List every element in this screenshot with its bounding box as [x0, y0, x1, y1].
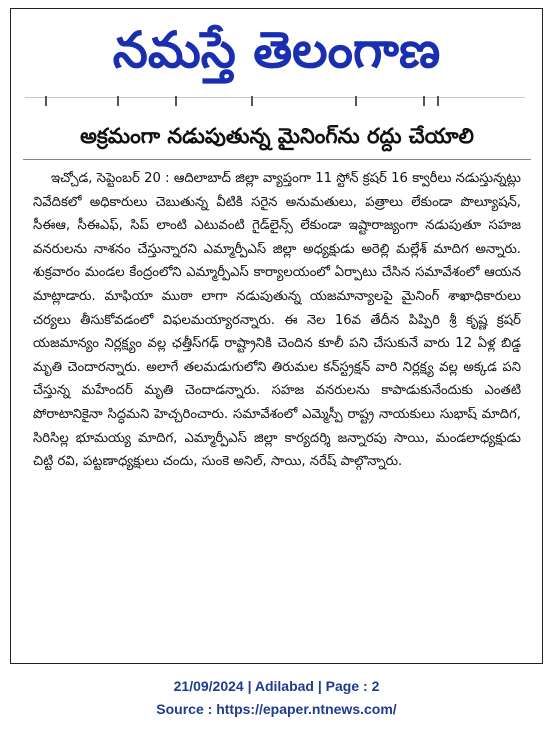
article-body: [33, 167, 521, 474]
clipping-info: 21/09/2024 | Adilabad | Page : 2: [173, 678, 380, 694]
article-paragraph: ఇచ్చోడ, సెప్టెంబర్ 20 : ఆదిలాబాద్ జిల్లా వ్యాప్తంగా 11 స్టోన్ క్రషర్ 16 క్వారీలు నడుస్తున్నట్లు నివేదికలో అధికారులు చెబుతున్న వీటికి సరైన అనుమతులు, పత్రాలు లేకుండా పొల్యూషన్, సీఈఆ, సీఈఎఫ్, సిప్ లాంటి ఎటువంటి గైడ్‌లైన్స్ లేకుండా ఇష్టారాజ్యంగా నడుపుతూ సహజ వనరులను నాశనం చేస్తున్నారని ఎమ్మార్పీఎస్ జిల్లా అధ్యక్షుడు అరెల్లి మల్లేశ్ మాదిగ అన్నారు. శుక్రవారం మండల కేంద్రంలోని ఎమ్మార్పీఎస్ కార్యాలయంలో ఏర్పాటు చేసిన సమావేశంలో ఆయన మాట్లాడారు. మాఫియా ముఠా లాగా నడుపుతున్న యజమాన్యాలపై మైనింగ్ శాఖాధికారులు చర్యలు తీసుకోవడంలో విఫలమయ్యారన్నారు. ఈ నెల 16వ తేదీన పిప్పిరి శ్రీ కృష్ణ క్రషర్ యజమాన్యం నిర్లక్ష్యం వల్ల ఛత్తీస్‌గఢ్ రాష్ట్రానికి చెందిన కూలీ పని చేసుకునే వారు 12 ఏళ్ల బిడ్డ మృతి చెందారన్నారు. అలాగే తలమడుగులోని తిరుమల కన్‌స్ట్రక్షన్ వారి నిర్లక్ష్య వల్ల అక్కడ పని చేస్తున్న మహేందర్ మృతి చెందాడన్నారు. సహజ వనరులను కాపాడుకునేందుకు ఎంతటి పోరాటానికైనా సిద్ధమని హెచ్చరించారు. సమావేశంలో ఎమ్మెస్పీ రాష్ట్ర నాయకులు సుభాష్ మాదిగ, సిరిసిల్ల భూమయ్య మాదిగ, ఎమ్మార్పీఎస్ జిల్లా కార్యదర్శి జన్నారపు సాయి, మండలాధ్యక్షుడు చిట్టి రవి, పట్టణాధ్యక్షులు చందు, సుంకె అనిల్, సాయి, నరేష్ పాల్గొన్నారు.: [33, 171, 521, 470]
article-headline: అక్రమంగా నడుపుతున్న మైనింగ్‌ను రద్దు చేయాలి: [80, 124, 474, 148]
headline-divider: [23, 159, 531, 160]
newspaper-masthead: నమస్తే తెలంగాణ: [112, 21, 441, 79]
source-link[interactable]: Source : https://epaper.ntnews.com/: [156, 701, 397, 717]
cropped-text-remnant: [25, 97, 525, 110]
clipping-frame: [10, 8, 543, 664]
